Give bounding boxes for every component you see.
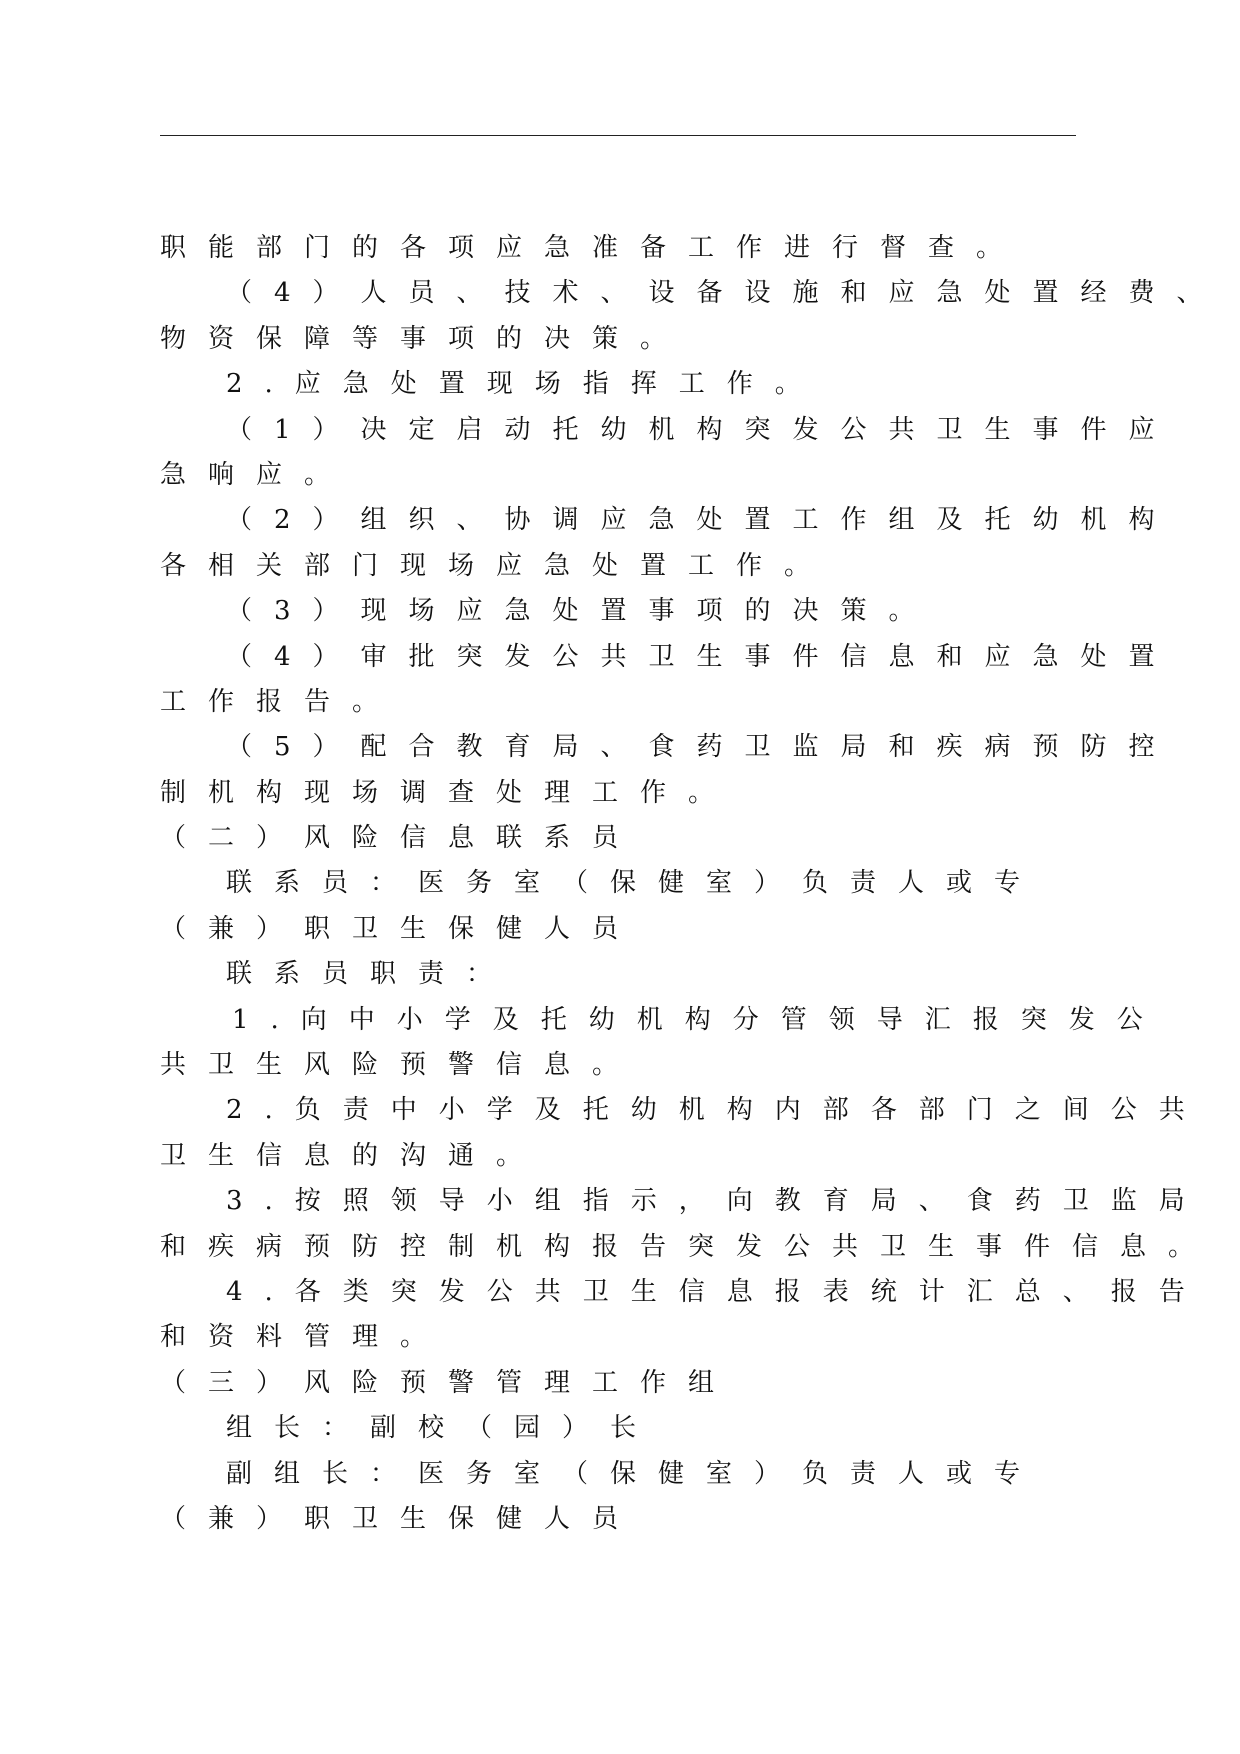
paragraph-line: 物资保障等事项的决策。	[160, 323, 689, 354]
paragraph-line: 共卫生风险预警信息。	[160, 1050, 641, 1081]
paragraph-line: 和资料管理。	[160, 1322, 449, 1353]
paragraph-line: （2）组织、协调应急处置工作组及托幼机构	[226, 505, 1177, 536]
header-rule	[160, 135, 1076, 136]
paragraph-line: （5）配合教育局、食药卫监局和疾病预防控	[226, 732, 1177, 763]
paragraph-line: （3）现场应急处置事项的决策。	[226, 596, 937, 627]
paragraph-line: （1）决定启动托幼机构突发公共卫生事件应	[226, 414, 1177, 445]
paragraph-line: 卫生信息的沟通。	[160, 1140, 545, 1171]
paragraph-line: 2.应急处置现场指挥工作。	[226, 369, 823, 400]
paragraph-line: 各相关部门现场应急处置工作。	[160, 550, 833, 581]
paragraph-line: 联系员职责：	[226, 959, 515, 990]
paragraph-line: 4.各类突发公共卫生信息报表统计汇总、报告	[226, 1276, 1207, 1307]
paragraph-line: 副组长：医务室（保健室）负责人或专	[226, 1458, 1043, 1489]
paragraph-line: （4）审批突发公共卫生事件信息和应急处置	[226, 641, 1177, 672]
paragraph-line: 工作报告。	[160, 686, 401, 717]
paragraph-line: 1.向中小学及托幼机构分管领导汇报突发公	[232, 1004, 1165, 1035]
paragraph-line: （4）人员、技术、设备设施和应急处置经费、	[226, 278, 1225, 309]
section-heading: （三）风险预警管理工作组	[160, 1367, 737, 1398]
paragraph-line: 组长：副校（园）长	[226, 1413, 659, 1444]
paragraph-line: 制机构现场调查处理工作。	[160, 777, 737, 808]
paragraph-line: 2.负责中小学及托幼机构内部各部门之间公共	[226, 1095, 1207, 1126]
paragraph-line: 联系员：医务室（保健室）负责人或专	[226, 868, 1043, 899]
paragraph-line: （兼）职卫生保健人员	[160, 913, 641, 944]
paragraph-line: （兼）职卫生保健人员	[160, 1503, 641, 1534]
paragraph-line: 职能部门的各项应急准备工作进行督查。	[160, 233, 1025, 263]
paragraph-line: 急响应。	[160, 459, 353, 490]
section-heading: （二）风险信息联系员	[160, 823, 641, 854]
paragraph-line: 和疾病预防控制机构报告突发公共卫生事件信息。	[160, 1231, 1217, 1262]
document-body	[160, 226, 1225, 1542]
paragraph-line: 3.按照领导小组指示，向教育局、食药卫监局	[226, 1186, 1207, 1217]
